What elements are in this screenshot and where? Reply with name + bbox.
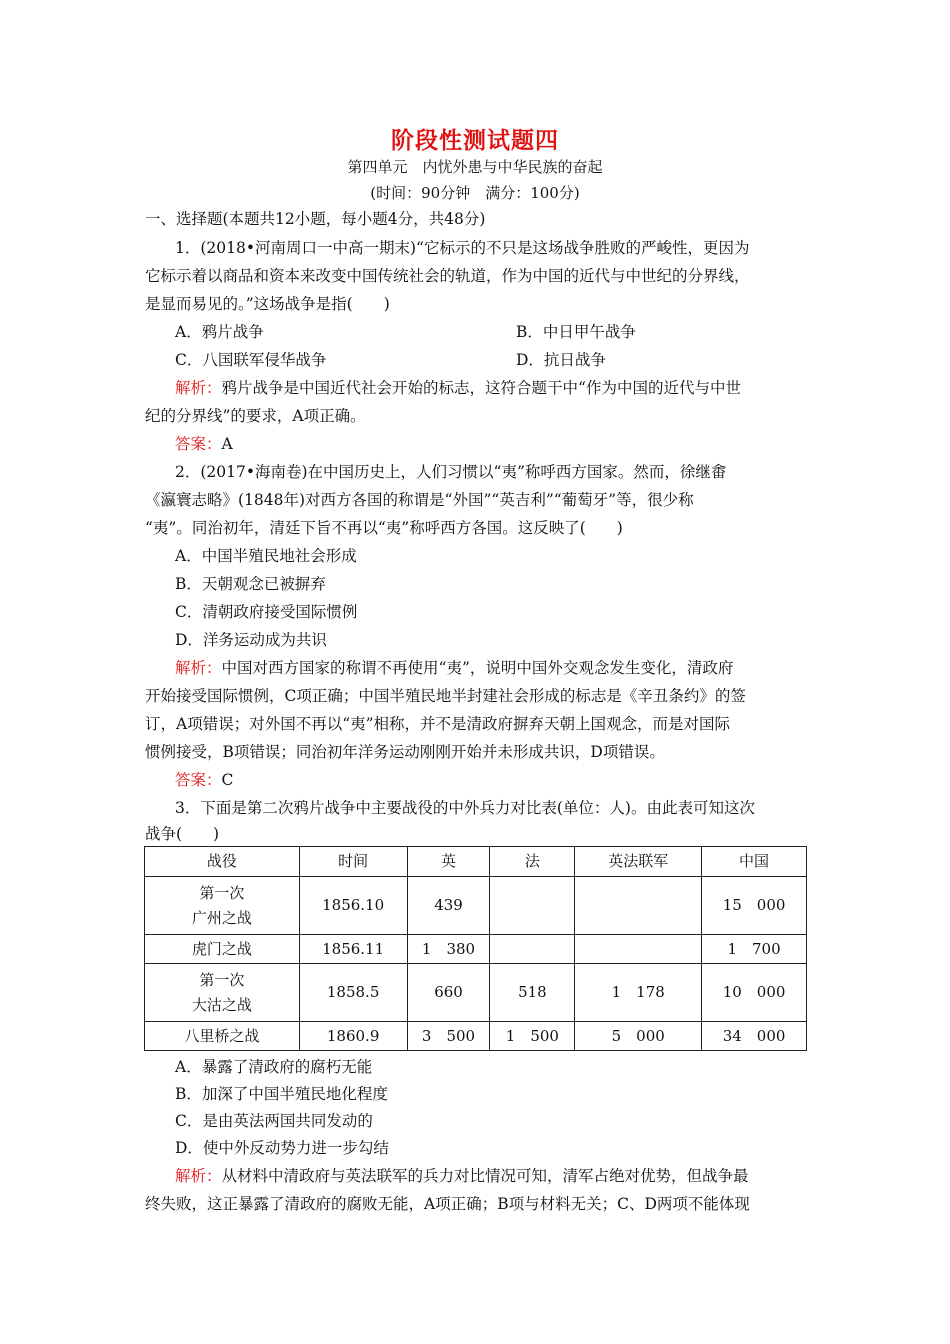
q1-option-c: C．八国联军侵华战争 (175, 351, 327, 369)
table-cell-battle (145, 877, 300, 935)
table-row (145, 1022, 807, 1051)
table-cell-time: 1856.10 (299, 877, 407, 935)
table-row (145, 877, 807, 935)
q2-line-3: “夷”。同治初年，清廷下旨不再以“夷”称呼西方各国。这反映了( ) (145, 519, 623, 537)
table-cell-uk: 439 (407, 877, 490, 935)
battle-name-line: 第一次 (199, 970, 245, 989)
table-cell-cn: 34 000 (702, 1022, 807, 1051)
table-cell-allied (575, 935, 702, 964)
q2-analysis-line-2: 开始接受国际惯例，C项正确；中国半殖民地半封建社会形成的标志是《辛丑条约》的签 (145, 687, 746, 705)
q2-answer-label: 答案： (175, 771, 222, 789)
battle-name-line: 广州之战 (191, 908, 252, 927)
q3-option-d: D．使中外反动势力进一步勾结 (175, 1139, 389, 1157)
unit-subtitle: 第四单元 内忧外患与中华民族的奋起 (347, 158, 603, 176)
q2-line-2: 《瀛寰志略》(1848年)对西方各国的称谓是“外国”“英吉利”“葡萄牙”等，很少称 (145, 491, 694, 509)
q3-analysis-line-1 (175, 1164, 810, 1186)
table-cell-fr (490, 877, 575, 935)
table-header-cell: 英 (407, 847, 490, 877)
q3-line-2: 战争( ) (145, 825, 220, 843)
table-cell-battle (145, 964, 300, 1022)
q2-analysis-line-1 (175, 656, 810, 678)
table-header-cell: 时间 (299, 847, 407, 877)
q2-line-1: 2．(2017•海南卷)在中国历史上，人们习惯以“夷”称呼西方国家。然而，徐继畬 (175, 463, 727, 481)
q3-line-1: 3．下面是第二次鸦片战争中主要战役的中外兵力对比表(单位：人)。由此表可知这次 (175, 799, 755, 817)
table-cell-time: 1856.11 (299, 935, 407, 964)
table-cell-time: 1858.5 (299, 964, 407, 1022)
section-heading: 一、选择题(本题共12小题，每小题4分，共48分) (145, 210, 486, 228)
time-info: (时间：90分钟 满分：100分) (370, 184, 580, 202)
table-cell-cn: 15 000 (702, 877, 807, 935)
q2-option-c: C．清朝政府接受国际惯例 (175, 603, 358, 621)
q1-analysis-text-1: 鸦片战争是中国近代社会开始的标志，这符合题干中“作为中国的近代与中世 (221, 379, 741, 397)
table-cell-uk: 660 (407, 964, 490, 1022)
q2-answer (175, 768, 810, 790)
q2-analysis-text-1: 中国对西方国家的称谓不再使用“夷”，说明中国外交观念发生变化，清政府 (221, 659, 734, 677)
table-header-cell: 中国 (702, 847, 807, 877)
table-cell-cn: 10 000 (702, 964, 807, 1022)
q1-answer-value: A (221, 435, 233, 453)
table-row (145, 935, 807, 964)
q1-analysis-line-2: 纪的分界线”的要求，A项正确。 (145, 407, 366, 425)
table-header-cell: 法 (490, 847, 575, 877)
q2-answer-value: C (221, 771, 234, 789)
q2-analysis-label: 解析： (175, 659, 222, 677)
q2-option-a: A．中国半殖民地社会形成 (175, 547, 357, 565)
battle-name-line: 大沽之战 (191, 995, 252, 1014)
q1-option-a: A．鸦片战争 (175, 323, 264, 341)
q2-analysis-line-3: 订，A项错误；对外国不再以“夷”相称，并不是清政府摒弃天朝上国观念，而是对国际 (145, 715, 731, 733)
table-cell-fr (490, 935, 575, 964)
q3-option-b: B．加深了中国半殖民地化程度 (175, 1085, 388, 1103)
q1-line-2: 它标示着以商品和资本来改变中国传统社会的轨道，作为中国的近代与中世纪的分界线， (145, 267, 750, 285)
table-cell-allied: 5 000 (575, 1022, 702, 1051)
table-header-cell: 英法联军 (575, 847, 702, 877)
q2-analysis-line-4: 惯例接受，B项错误；同治初年洋务运动刚刚开始并未形成共识，D项错误。 (145, 743, 665, 761)
page-title: 阶段性测试题四 (391, 127, 559, 154)
table-cell-cn: 1 700 (702, 935, 807, 964)
q3-option-a: A．暴露了清政府的腐朽无能 (175, 1058, 373, 1076)
troop-comparison-table (144, 846, 807, 1051)
q1-answer-label: 答案： (175, 435, 222, 453)
q1-analysis-line-1 (175, 376, 810, 398)
table-cell-allied (575, 877, 702, 935)
table-header-row (145, 847, 807, 877)
table-cell-battle: 虎门之战 (145, 935, 300, 964)
table-cell-uk: 1 380 (407, 935, 490, 964)
table-cell-time: 1860.9 (299, 1022, 407, 1051)
table-cell-uk: 3 500 (407, 1022, 490, 1051)
q1-answer (175, 432, 810, 454)
q2-option-d: D．洋务运动成为共识 (175, 631, 327, 649)
q3-option-c: C．是由英法两国共同发动的 (175, 1112, 373, 1130)
table-cell-fr: 1 500 (490, 1022, 575, 1051)
table-cell-allied: 1 178 (575, 964, 702, 1022)
battle-name-line: 第一次 (199, 883, 245, 902)
q1-option-b: B．中日甲午战争 (516, 323, 636, 341)
q1-line-3: 是显而易见的。”这场战争是指( ) (145, 295, 390, 313)
q1-option-d: D．抗日战争 (516, 351, 606, 369)
q1-line-1: 1．(2018•河南周口一中高一期末)“它标示的不只是这场战争胜败的严峻性，更因为 (175, 239, 750, 257)
table-cell-fr: 518 (490, 964, 575, 1022)
q3-analysis-line-2: 终失败，这正暴露了清政府的腐败无能，A项正确；B项与材料无关；C、D两项不能体现 (145, 1195, 750, 1213)
q3-analysis-text-1: 从材料中清政府与英法联军的兵力对比情况可知，清军占绝对优势，但战争最 (221, 1167, 749, 1185)
table-cell-battle: 八里桥之战 (145, 1022, 300, 1051)
q1-analysis-label: 解析： (175, 379, 222, 397)
q2-option-b: B．天朝观念已被摒弃 (175, 575, 326, 593)
table-row (145, 964, 807, 1022)
q3-analysis-label: 解析： (175, 1167, 222, 1185)
table-header-cell: 战役 (145, 847, 300, 877)
